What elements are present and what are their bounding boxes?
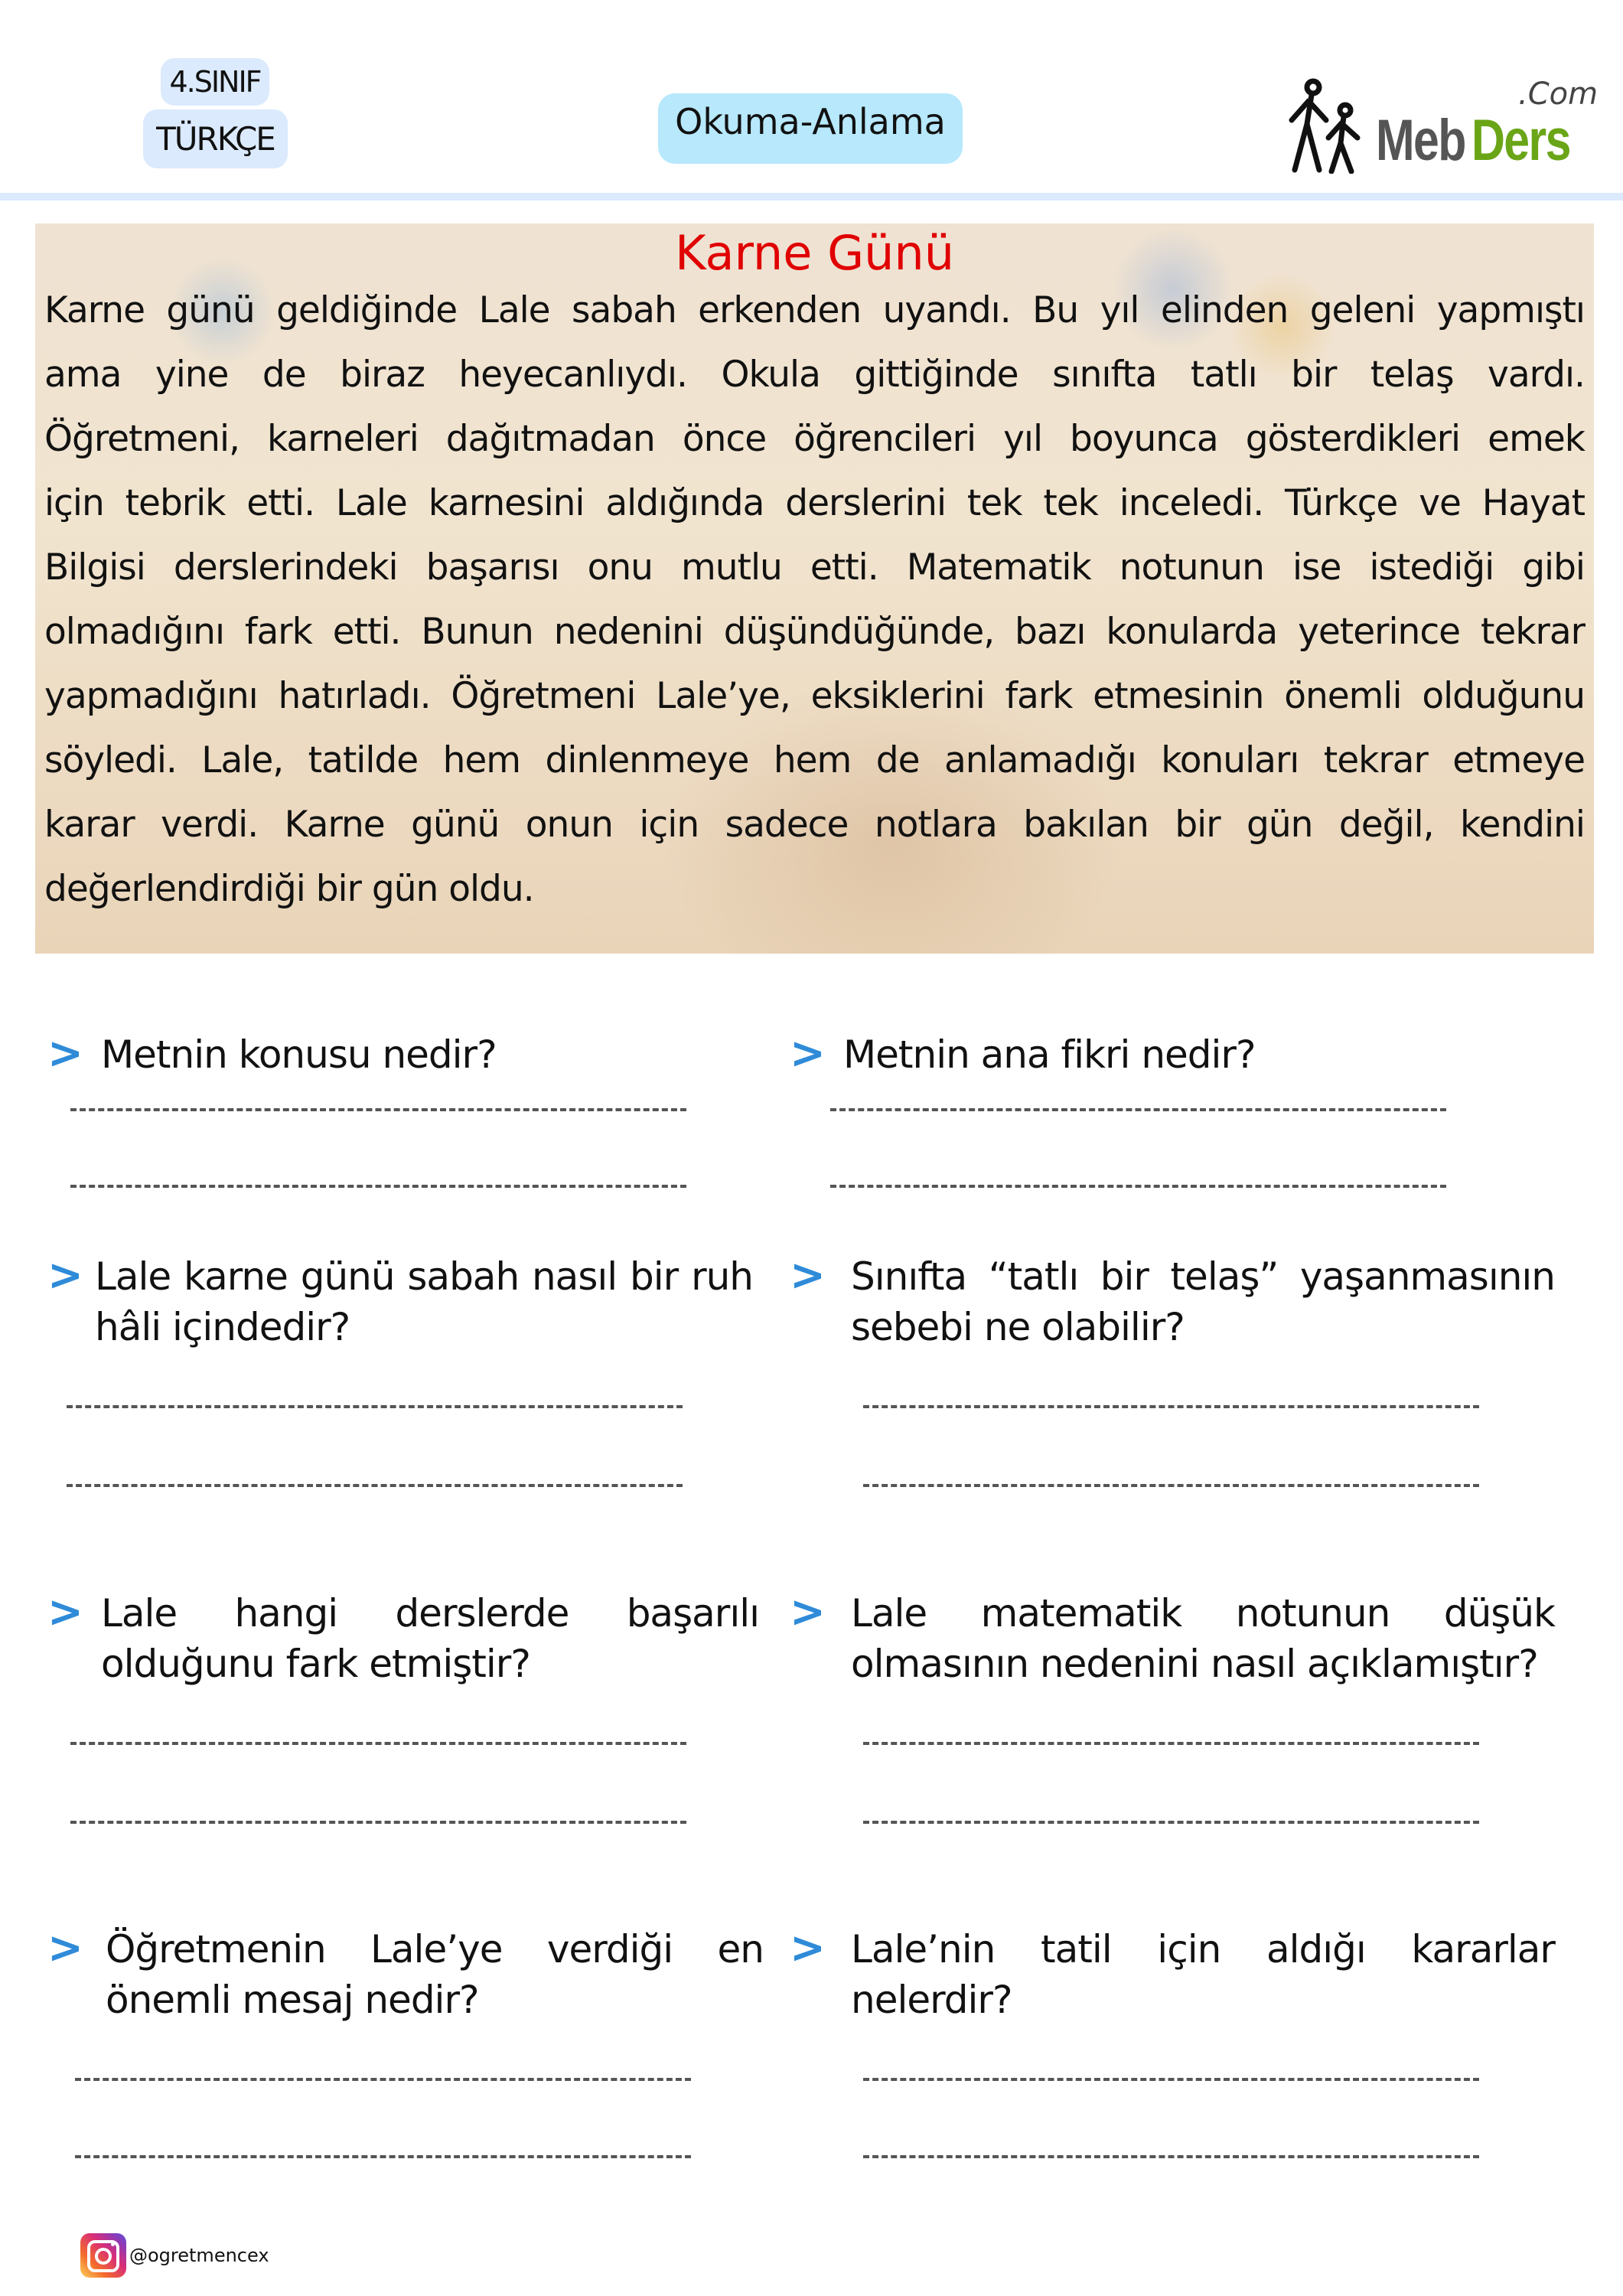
arrow-icon: >	[47, 1029, 83, 1078]
story-line: yapmadığını hatırladı. Öğretmeni Lale’ye, eksiklerini fark etmesinin önemli olduğunu	[44, 675, 1585, 717]
story-line: Öğretmeni, karneleri dağıtmadan önce öğrencileri yıl boyunca gösterdikleri emek	[44, 418, 1585, 460]
question-7	[47, 1923, 764, 2025]
question-text: Lale karne günü sabah nasıl bir ruh hâli içindedir?	[95, 1254, 753, 1349]
question-text: Lale’nin tatil için aldığı kararlar nelerdir?	[851, 1927, 1555, 2022]
question-text: Metnin ana fikri nedir?	[843, 1032, 1256, 1077]
logo-com: .Com	[1518, 77, 1599, 112]
question-text: Öğretmenin Lale’ye verdiği en önemli mesaj nedir?	[106, 1927, 764, 2022]
answer-line[interactable]	[75, 2078, 691, 2081]
answer-line[interactable]	[863, 2078, 1479, 2081]
story-line: için tebrik etti. Lale karnesini aldığında derslerini tek tek inceledi. Türkçe ve Hayat	[44, 482, 1585, 524]
footer	[80, 2233, 269, 2278]
story-title: Karne Günü	[674, 225, 955, 281]
answer-line[interactable]	[70, 1821, 686, 1824]
topic-label: Okuma-Anlama	[675, 101, 946, 142]
instagram-handle[interactable]: @ogretmencex	[129, 2245, 269, 2266]
answer-line[interactable]	[863, 1405, 1479, 1408]
question-8	[790, 1924, 1555, 2025]
subject-label: TÜRKÇE	[156, 120, 275, 158]
answer-line[interactable]	[70, 1742, 686, 1745]
subject-badge	[143, 109, 288, 168]
story-line: söyledi. Lale, tatilde hem dinlenmeye hem de anlamadığı konuları tekrar etmeye	[44, 739, 1585, 781]
story-line: değerlendirdiği bir gün oldu.	[44, 868, 534, 910]
answer-line[interactable]	[830, 1108, 1446, 1111]
question-4	[790, 1251, 1555, 1352]
story-line: karar verdi. Karne günü onun için sadece notlara bakılan bir gün değil, kendini	[44, 804, 1585, 846]
arrow-icon: >	[47, 1251, 83, 1300]
question-text: Sınıfta “tatlı bir telaş” yaşanmasının sebebi ne olabilir?	[851, 1254, 1555, 1349]
topic-badge	[658, 93, 963, 164]
grade-badge	[161, 58, 269, 106]
answer-line[interactable]	[75, 2155, 691, 2158]
header-divider	[0, 193, 1623, 201]
answer-line[interactable]	[863, 1821, 1479, 1824]
story-panel	[35, 223, 1594, 954]
arrow-icon: >	[47, 1923, 83, 1973]
question-1	[47, 1029, 736, 1080]
question-6	[790, 1588, 1555, 1689]
story-line: Karne günü geldiğinde Lale sabah erkenden uyandı. Bu yıl elinden geleni yapmıştı	[44, 289, 1585, 331]
answer-line[interactable]	[863, 1484, 1479, 1487]
instagram-icon	[80, 2233, 126, 2278]
story-line: olmadığını fark etti. Bunun nedenini düşündüğünde, bazı konularda yeterince tekrar	[44, 611, 1585, 653]
question-text: Metnin konusu nedir?	[101, 1032, 497, 1077]
question-text: Lale matematik notunun düşük olmasının nedenini nasıl açıklamıştır?	[851, 1591, 1555, 1686]
arrow-icon: >	[790, 1251, 826, 1300]
answer-line[interactable]	[67, 1405, 683, 1408]
grade-label: 4.SINIF	[169, 65, 261, 99]
arrow-icon: >	[47, 1587, 83, 1637]
logo-meb: Meb	[1376, 108, 1465, 173]
arrow-icon: >	[790, 1587, 826, 1637]
arrow-icon: >	[790, 1029, 826, 1078]
arrow-icon: >	[790, 1923, 826, 1973]
mebders-logo	[1284, 77, 1599, 176]
answer-line[interactable]	[70, 1108, 686, 1111]
logo-ders: Ders	[1471, 108, 1570, 173]
question-3	[47, 1251, 753, 1352]
answer-line[interactable]	[863, 1742, 1479, 1745]
question-5	[47, 1587, 759, 1689]
hikers-icon	[1284, 78, 1376, 174]
answer-line[interactable]	[70, 1185, 686, 1188]
story-line: Bilgisi derslerindeki başarısı onu mutlu etti. Matematik notunun ise istediği gibi	[44, 546, 1585, 589]
story-line: ama yine de biraz heyecanlıydı. Okula gittiğinde sınıfta tatlı bir telaş vardı.	[44, 354, 1585, 396]
question-2	[790, 1029, 1478, 1080]
answer-line[interactable]	[67, 1484, 683, 1487]
question-text: Lale hangi derslerde başarılı olduğunu fark etmiştir?	[101, 1591, 759, 1686]
answer-line[interactable]	[863, 2155, 1479, 2158]
answer-line[interactable]	[830, 1185, 1446, 1188]
